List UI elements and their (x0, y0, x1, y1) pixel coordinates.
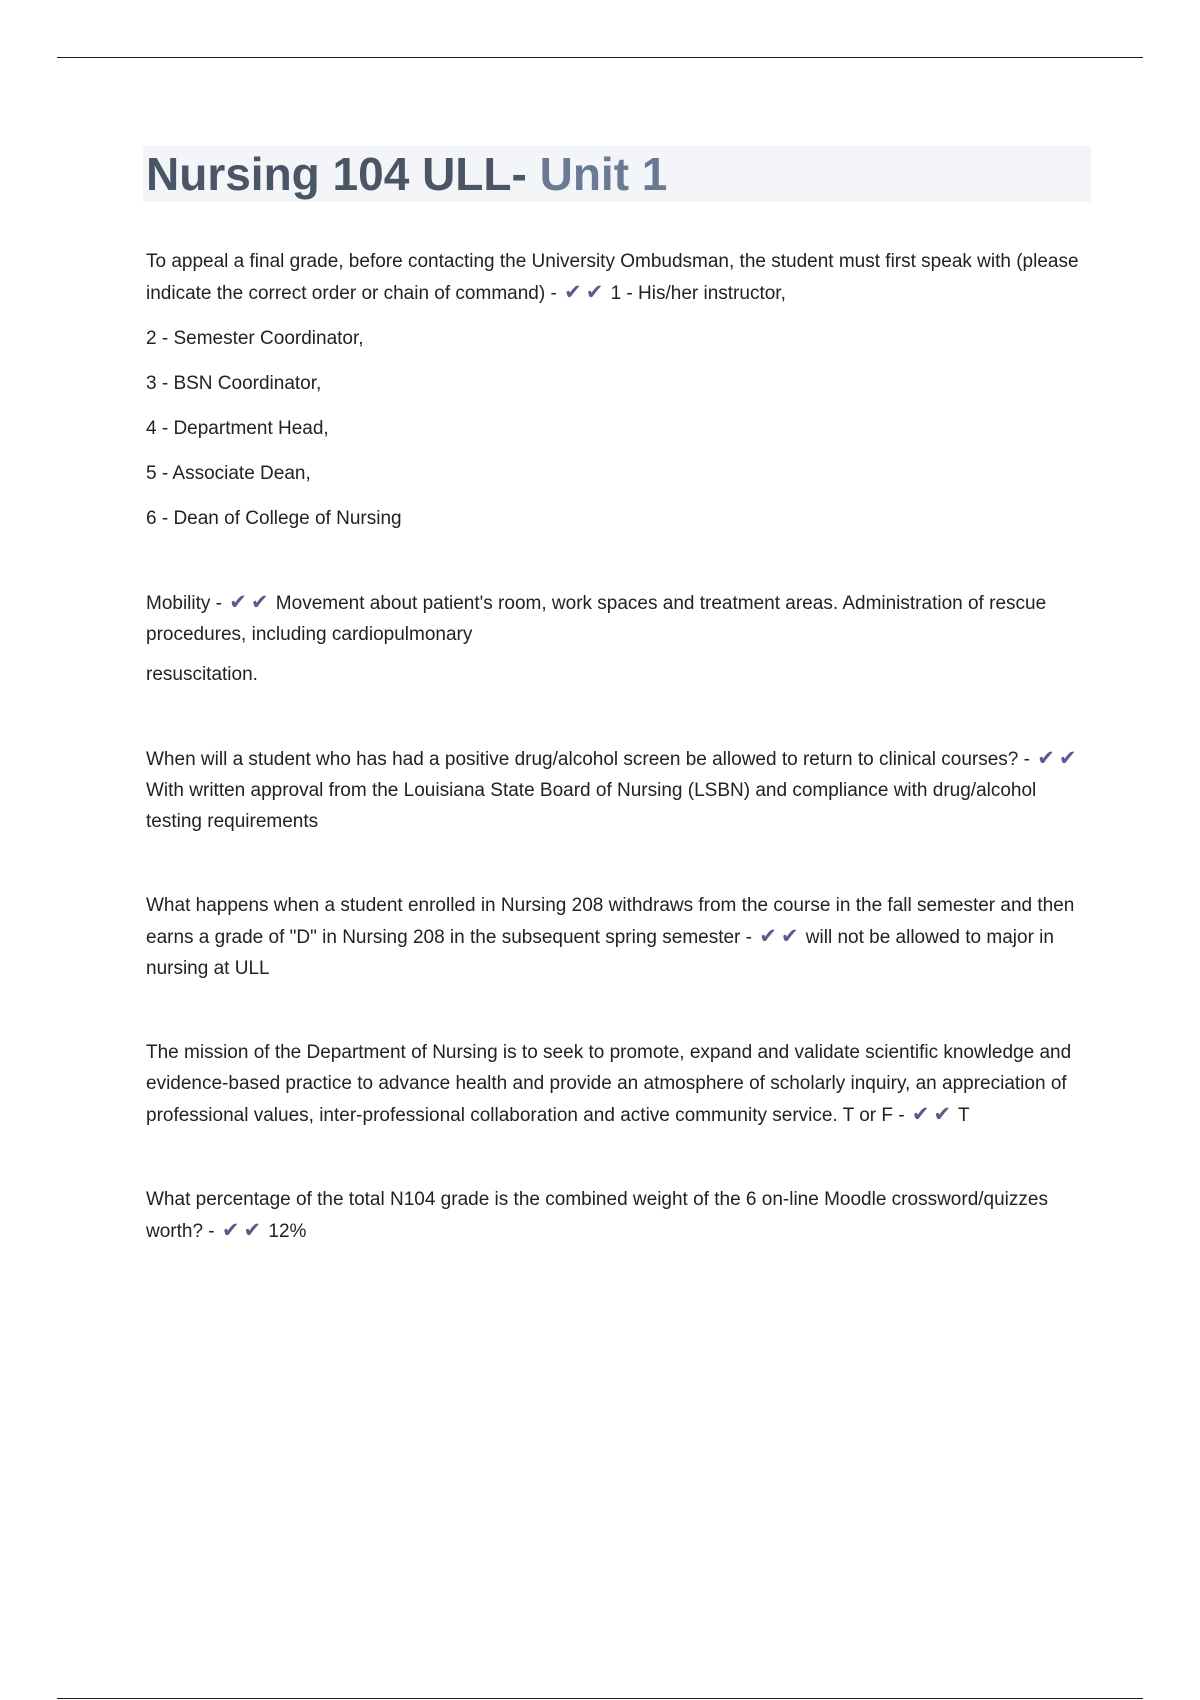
check-icon: ✔ (585, 280, 604, 304)
title-main: Nursing 104 ULL- (146, 148, 527, 200)
qa-mission (146, 1037, 1091, 1131)
qa-percentage (146, 1184, 1091, 1247)
list-item: 4 - Department Head, (146, 418, 329, 439)
question-text: To appeal a final grade, before contacting the University Ombudsman, the student must first speak with (please indicate the correct order or chain of command) - (146, 251, 1079, 304)
check-icon: ✔ (250, 590, 269, 614)
answer-text: Movement about patient's room, work spaces and treatment areas. Administration of rescue procedures, including cardiopulmonary (146, 593, 1047, 645)
answer-text: T (958, 1105, 970, 1126)
question-text: What happens when a student enrolled in Nursing 208 withdraws from the course in the fall semester and then earns a grade of "D" in Nursing 208 in the subsequent spring semester - (146, 895, 1075, 948)
question-text: The mission of the Department of Nursing is to seek to promote, expand and validate scientific knowledge and evidence-based practice to advance health and provide an atmosphere of scholarly inquiry, an appreciation of professional values, inter-professional collaboration and active community service. T or F - (146, 1042, 1072, 1126)
answer-text: With written approval from the Louisiana State Board of Nursing (LSBN) and compliance with drug/alcohol testing requirements (146, 780, 1037, 832)
check-icon: ✔ (1058, 746, 1077, 770)
check-icon: ✔ (1037, 746, 1055, 770)
answer-text: will not be allowed to major in nursing at ULL (146, 927, 1054, 979)
check-icon: ✔ (243, 1218, 262, 1242)
qa-withdraw (146, 890, 1091, 984)
answer-continuation: resuscitation. (146, 664, 258, 685)
list-item: 5 - Associate Dean, (146, 463, 311, 484)
bottom-rule (57, 1698, 1143, 1699)
qa-drug-screen (146, 743, 1091, 837)
answer-text: 1 - His/her instructor, (610, 283, 786, 304)
check-icon: ✔ (229, 590, 247, 614)
title-unit: Unit 1 (539, 148, 668, 200)
check-icon: ✔ (933, 1102, 952, 1126)
list-item: 3 - BSN Coordinator, (146, 373, 322, 394)
page-title (146, 148, 667, 200)
question-text: Mobility - (146, 593, 223, 614)
document-body (146, 246, 1091, 1247)
list-item: 6 - Dean of College of Nursing (146, 508, 402, 529)
check-icon: ✔ (911, 1102, 930, 1126)
qa-mobility (146, 587, 1091, 650)
question-text: What percentage of the total N104 grade is the combined weight of the 6 on-line Moodle crossword/quizzes worth? - (146, 1189, 1048, 1242)
check-icon: ✔ (759, 924, 777, 948)
answer-text: 12% (268, 1221, 307, 1242)
qa-appeal (146, 246, 1091, 309)
check-icon: ✔ (564, 280, 582, 304)
check-icon: ✔ (221, 1218, 240, 1242)
question-text: When will a student who has had a positive drug/alcohol screen be allowed to return to clinical courses? - (146, 749, 1030, 770)
top-rule (57, 57, 1143, 58)
list-item: 2 - Semester Coordinator, (146, 328, 364, 349)
check-icon: ✔ (780, 924, 799, 948)
